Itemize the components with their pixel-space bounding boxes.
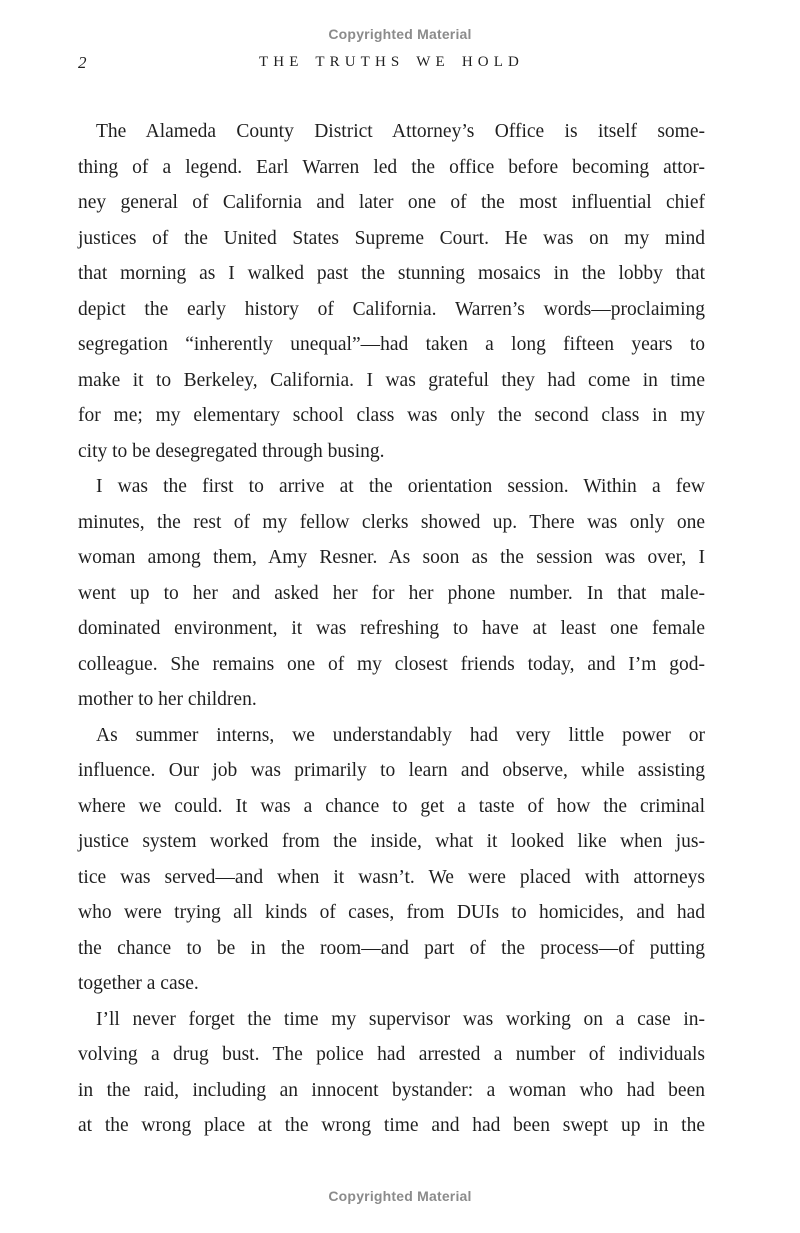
text-line: depict the early history of California. Warren’s words—proclaiming [78, 298, 705, 320]
running-header: THE TRUTHS WE HOLD [259, 54, 524, 70]
text-line: justice system worked from the inside, what it looked like when jus- [78, 831, 705, 852]
paragraph [78, 469, 705, 718]
paragraph [78, 114, 705, 469]
text-line: that morning as I walked past the stunning mosaics in the lobby that [78, 263, 705, 284]
text-line: went up to her and asked her for her phone number. In that male- [78, 582, 705, 604]
text-line: who were trying all kinds of cases, from DUIs to homicides, and had [78, 902, 705, 923]
paragraph [78, 1002, 705, 1144]
text-line: at the wrong place at the wrong time and had been swept up in the [78, 1115, 705, 1136]
text-line: influence. Our job was primarily to learn and observe, while assisting [78, 760, 705, 781]
text-line: segregation “inherently unequal”—had taken a long fifteen years to [78, 334, 705, 355]
text-line: I was the first to arrive at the orientation session. Within a few [96, 476, 705, 497]
text-line: colleague. She remains one of my closest friends today, and I’m god- [78, 653, 705, 675]
text-line: in the raid, including an innocent bystander: a woman who had been [78, 1079, 705, 1101]
text-line: The Alameda County District Attorney’s Office is itself some- [96, 121, 705, 142]
copyright-notice-top: Copyrighted Material [328, 26, 472, 42]
text-line: the chance to be in the room—and part of the process—of putting [78, 937, 705, 959]
text-line: make it to Berkeley, California. I was grateful they had come in time [78, 369, 705, 391]
text-line: dominated environment, it was refreshing to have at least one female [78, 618, 705, 639]
text-line: volving a drug bust. The police had arrested a number of individuals [78, 1044, 705, 1065]
text-line: justices of the United States Supreme Court. He was on my mind [78, 227, 705, 249]
text-line: together a case. [78, 973, 199, 994]
text-line: mother to her children. [78, 689, 257, 710]
copyright-notice-bottom: Copyrighted Material [328, 1188, 472, 1204]
text-line: thing of a legend. Earl Warren led the office before becoming attor- [78, 156, 705, 178]
text-line: As summer interns, we understandably had very little power or [96, 724, 705, 746]
text-line: for me; my elementary school class was only the second class in my [78, 405, 705, 426]
text-line: minutes, the rest of my fellow clerks showed up. There was only one [78, 511, 705, 533]
text-line: ney general of California and later one of the most influential chief [78, 192, 705, 213]
text-line: woman among them, Amy Resner. As soon as the session was over, I [78, 547, 705, 568]
page-number: 2 [78, 53, 87, 72]
text-line: I’ll never forget the time my supervisor was working on a case in- [96, 1008, 705, 1030]
text-line: where we could. It was a chance to get a taste of how the criminal [78, 795, 705, 817]
body-text [78, 114, 705, 1144]
paragraph [78, 718, 705, 1002]
text-line: city to be desegregated through busing. [78, 440, 385, 462]
text-line: tice was served—and when it wasn’t. We were placed with attorneys [78, 866, 705, 888]
